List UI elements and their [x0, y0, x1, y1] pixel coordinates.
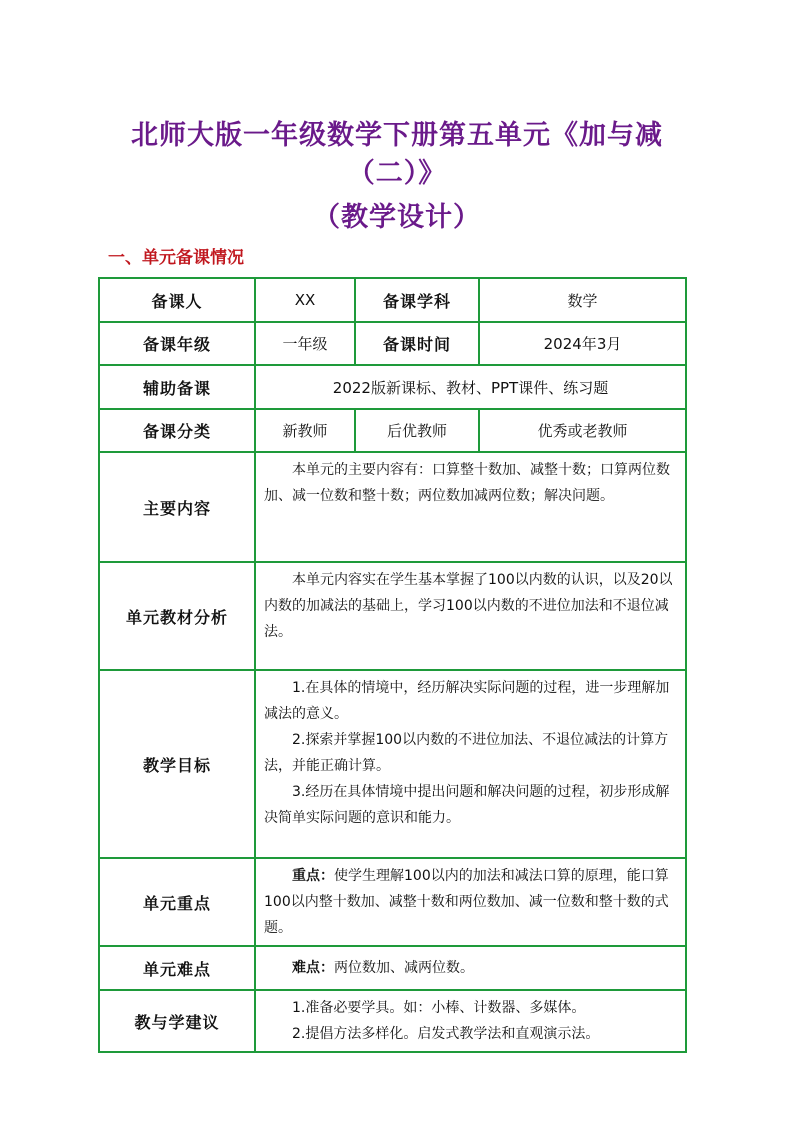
cell-category-excellent: 优秀或老教师 — [479, 409, 686, 452]
key-point-prefix: 重点： — [292, 868, 334, 884]
cell-label-grade: 备课年级 — [99, 322, 255, 365]
table-row — [99, 562, 686, 670]
cell-category-improving: 后优教师 — [355, 409, 479, 452]
cell-main-content — [255, 452, 686, 562]
table-row — [99, 858, 686, 946]
key-point-text: 使学生理解100以内的加法和减法口算的原理，能口算100以内整十数加、减整十数和两位数加、减一位数和整十数的式题。 — [264, 868, 669, 936]
cell-label-resources: 辅助备课 — [99, 365, 255, 409]
advice-item: 1.准备必要学具。如：小棒、计数器、多媒体。 — [292, 1000, 586, 1016]
table-row — [99, 409, 686, 452]
table-row — [99, 322, 686, 365]
cell-subject: 数学 — [479, 278, 686, 322]
document-subtitle: （教学设计） — [313, 202, 481, 233]
cell-label-time: 备课时间 — [355, 322, 479, 365]
cell-grade: 一年级 — [255, 322, 355, 365]
table-row — [99, 278, 686, 322]
cell-label-advice: 教与学建议 — [99, 990, 255, 1052]
cell-label-difficulty: 单元难点 — [99, 946, 255, 990]
cell-label-goals: 教学目标 — [99, 670, 255, 858]
table-row — [99, 990, 686, 1052]
cell-label-subject: 备课学科 — [355, 278, 479, 322]
section-heading: 一、单元备课情况 — [108, 248, 244, 268]
difficulty-text: 两位数加、减两位数。 — [334, 960, 474, 976]
table-row — [99, 670, 686, 858]
table-row — [99, 452, 686, 562]
lesson-plan-table — [98, 277, 687, 1053]
document-title-line-1: 北师大版一年级数学下册第五单元《加与减 — [131, 120, 663, 151]
cell-label-preparer: 备课人 — [99, 278, 255, 322]
cell-label-analysis: 单元教材分析 — [99, 562, 255, 670]
cell-preparer: XX — [255, 278, 355, 322]
cell-key-point — [255, 858, 686, 946]
table-row — [99, 365, 686, 409]
cell-time: 2024年3月 — [479, 322, 686, 365]
analysis-text: 本单元内容实在学生基本掌握了100以内数的认识，以及20以内数的加减法的基础上，学习100以内数的不进位加法和不退位减法。 — [264, 572, 673, 640]
advice-item: 2.提倡方法多样化。启发式教学法和直观演示法。 — [292, 1026, 600, 1042]
cell-label-key-point: 单元重点 — [99, 858, 255, 946]
goal-item: 2.探索并掌握100以内数的不进位加法、不退位减法的计算方法，并能正确计算。 — [264, 732, 669, 774]
cell-goals — [255, 670, 686, 858]
cell-category-new: 新教师 — [255, 409, 355, 452]
table-row — [99, 946, 686, 990]
goal-item: 1.在具体的情境中，经历解决实际问题的过程，进一步理解加减法的意义。 — [264, 680, 670, 722]
document-title-line-2: （二）》 — [347, 158, 447, 189]
goal-item: 3.经历在具体情境中提出问题和解决问题的过程，初步形成解决简单实际问题的意识和能力。 — [264, 784, 670, 826]
cell-resources: 2022版新课标、教材、PPT课件、练习题 — [255, 365, 686, 409]
main-content-text: 本单元的主要内容有：口算整十数加、减整十数；口算两位数加、减一位数和整十数；两位数加减两位数；解决问题。 — [264, 462, 670, 504]
difficulty-prefix: 难点： — [292, 960, 334, 976]
cell-label-main-content: 主要内容 — [99, 452, 255, 562]
cell-label-category: 备课分类 — [99, 409, 255, 452]
cell-advice — [255, 990, 686, 1052]
cell-difficulty — [255, 946, 686, 990]
cell-analysis — [255, 562, 686, 670]
